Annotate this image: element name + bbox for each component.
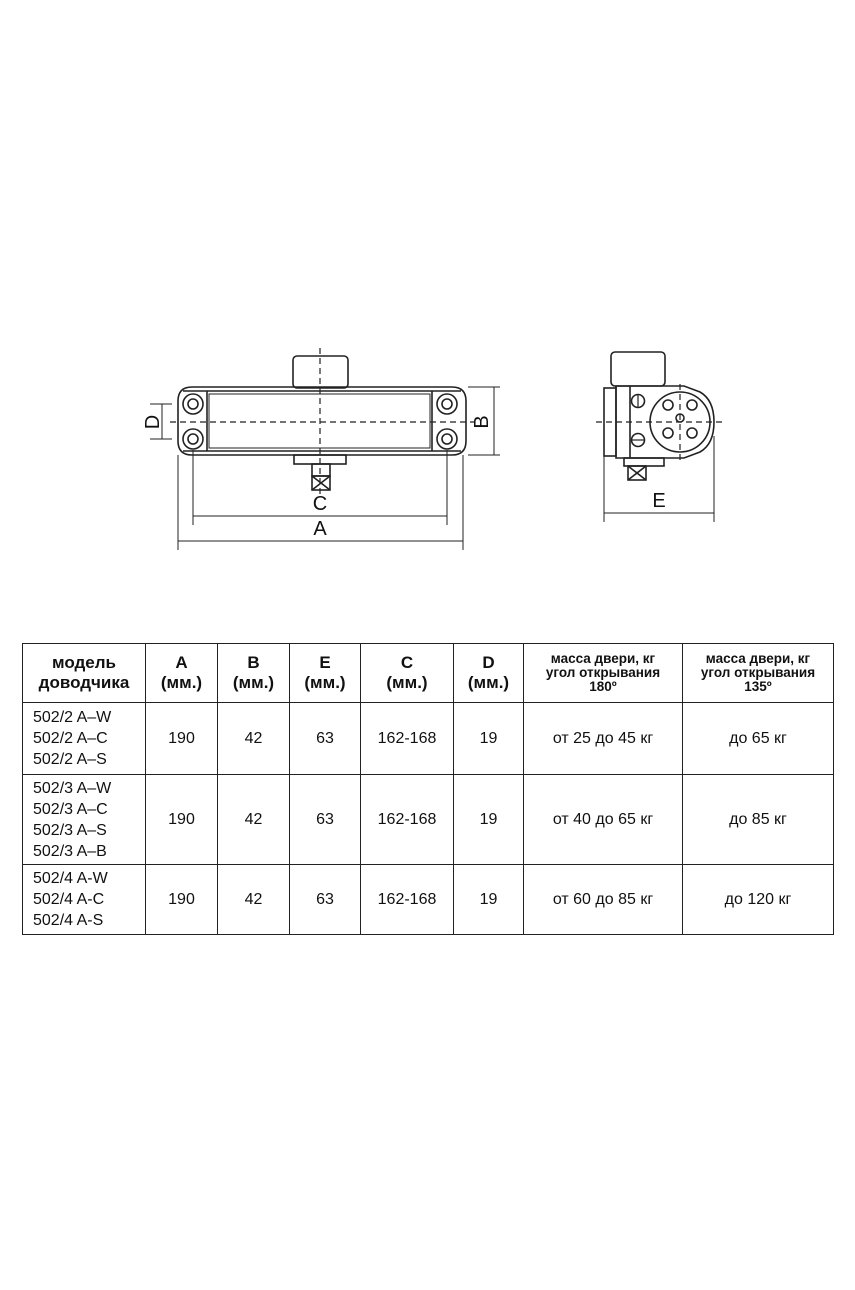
model-cell: 502/2 A–W 502/2 A–C 502/2 A–S [23,703,146,775]
c-cell: 162-168 [361,703,454,775]
c-cell: 162-168 [361,865,454,935]
header-e: E (мм.) [290,644,361,703]
dim-label-d: D [142,414,164,430]
dim-label-c: C [312,493,328,515]
header-d: D (мм.) [454,644,524,703]
model-cell: 502/3 A–W 502/3 A–C 502/3 A–S 502/3 A–B [23,775,146,865]
header-a: A (мм.) [146,644,218,703]
side-top-cylinder [611,352,665,386]
c-cell: 162-168 [361,775,454,865]
table-row [23,703,834,775]
header-mass-135: масса двери, кг угол открывания 135º [683,644,834,703]
header-c: C (мм.) [361,644,454,703]
mass-180-cell: от 25 до 45 кг [524,703,683,775]
dim-label-b: B [471,415,493,429]
table-row [23,775,834,865]
header-b: B (мм.) [218,644,290,703]
a-cell: 190 [146,865,218,935]
d-cell: 19 [454,703,524,775]
mass-135-cell: до 120 кг [683,865,834,935]
e-cell: 63 [290,703,361,775]
mass-180-cell: от 40 до 65 кг [524,775,683,865]
e-cell: 63 [290,865,361,935]
mass-135-cell: до 85 кг [683,775,834,865]
a-cell: 190 [146,703,218,775]
door-closer-technical-drawing [0,0,855,600]
d-cell: 19 [454,865,524,935]
table-header-row [23,644,834,703]
specification-table [22,643,834,935]
header-model: модель доводчика [23,644,146,703]
b-cell: 42 [218,865,290,935]
mass-180-cell: от 60 до 85 кг [524,865,683,935]
front-body-outline [178,387,466,455]
side-view [596,352,722,522]
dim-label-e: E [652,490,666,512]
table-row [23,865,834,935]
dim-label-a: A [313,518,327,540]
front-view [142,348,500,550]
e-cell: 63 [290,775,361,865]
header-mass-180: масса двери, кг угол открывания 180º [524,644,683,703]
b-cell: 42 [218,703,290,775]
b-cell: 42 [218,775,290,865]
mass-135-cell: до 65 кг [683,703,834,775]
a-cell: 190 [146,775,218,865]
d-cell: 19 [454,775,524,865]
model-cell: 502/4 A-W 502/4 A-C 502/4 A-S [23,865,146,935]
